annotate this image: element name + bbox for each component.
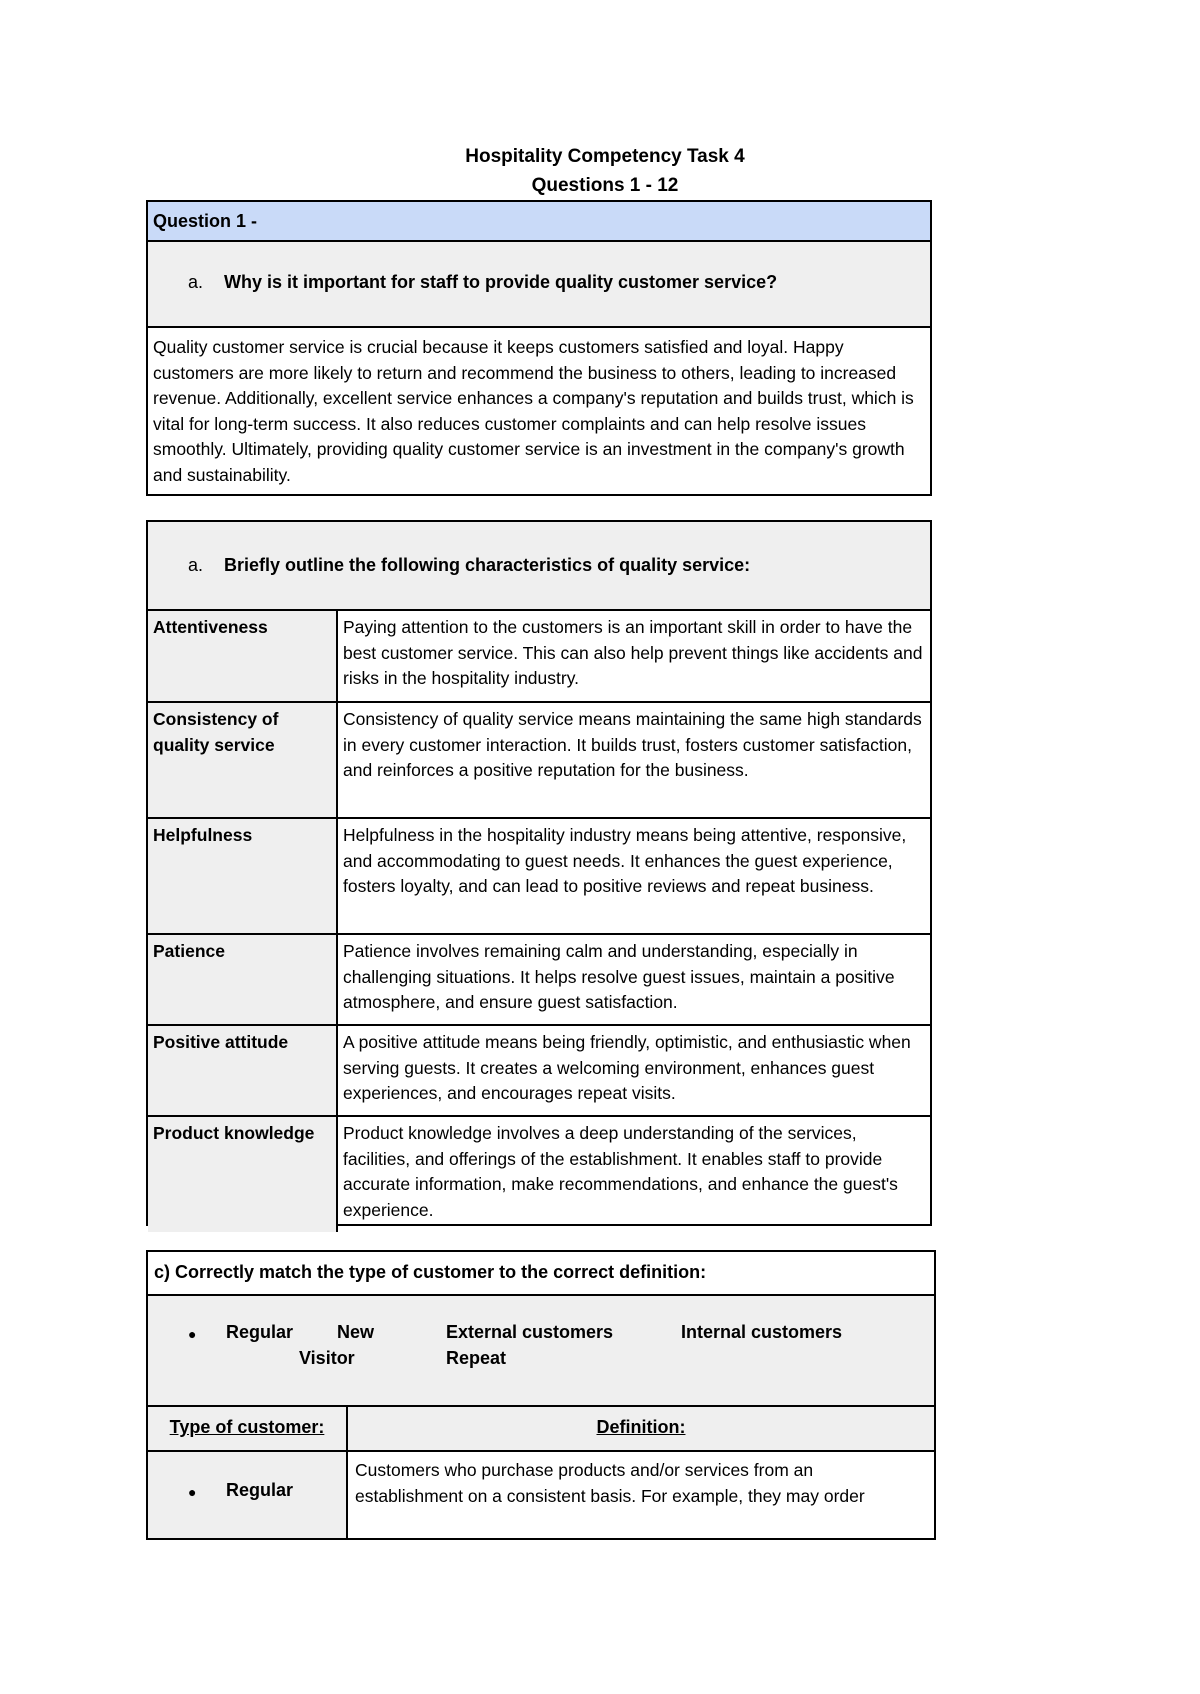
type-of-customer-header: Type of customer: [148, 1407, 348, 1450]
customer-type-options [148, 1296, 934, 1407]
option-external-customers: External customers [446, 1322, 614, 1342]
customer-types-heading: c) Correctly match the type of customer to the correct definition: [148, 1252, 934, 1296]
customer-types-block [146, 1250, 936, 1540]
characteristic-description: A positive attitude means being friendly, optimistic, and enthusiastic when serving guests. It creates a welcoming environment, enhances guest experiences, and encourages repeat visits. [337, 1025, 930, 1116]
table-row [148, 611, 930, 702]
characteristic-label: Patience [148, 934, 337, 1025]
customer-type-cell [148, 1452, 348, 1538]
document-title: Hospitality Competency Task 4 [465, 146, 745, 167]
question-1-heading: Question 1 - [148, 202, 930, 242]
characteristics-question-text: Briefly outline the following characteristics of quality service: [224, 555, 751, 575]
table-row [148, 702, 930, 818]
definition-header: Definition: [596, 1417, 686, 1437]
question-1a [148, 242, 930, 328]
table-row [148, 1025, 930, 1116]
option-internal-customers: Internal customers [681, 1322, 843, 1342]
characteristics-question [148, 522, 930, 611]
characteristic-label: Helpfulness [148, 818, 337, 934]
question-1a-letter: a. [188, 272, 204, 292]
question-1a-text: Why is it important for staff to provide quality customer service? [224, 272, 778, 292]
characteristic-description: Paying attention to the customers is an important skill in order to have the best customer service. This can also help prevent things like accidents and risks in the hospitality industry. [343, 617, 923, 688]
table-row [148, 1452, 934, 1538]
table-row [148, 934, 930, 1025]
characteristic-description: Patience involves remaining calm and understanding, especially in challenging situations. It helps resolve guest issues, maintain a positive atmosphere, and ensure guest satisfaction. [337, 934, 930, 1025]
option-new: New [337, 1322, 375, 1342]
characteristic-label: Attentiveness [148, 611, 337, 702]
characteristic-label: Product knowledge [148, 1116, 337, 1232]
option-visitor: Visitor [299, 1348, 355, 1368]
characteristics-block [146, 520, 932, 1226]
bullet-icon: ● [188, 1326, 197, 1342]
bullet-icon: ● [188, 1484, 197, 1500]
option-repeat: Repeat [446, 1348, 507, 1368]
table-row [148, 1116, 930, 1232]
characteristics-table [148, 611, 930, 1232]
table-row [148, 818, 930, 934]
characteristic-description: Product knowledge involves a deep understanding of the services, facilities, and offerings of the establishment. It enables staff to provide accurate information, make recommendations, and enhance the guest's experience. [337, 1116, 930, 1232]
characteristics-question-letter: a. [188, 555, 204, 575]
option-regular: Regular [226, 1322, 294, 1342]
customer-type-label: Regular [226, 1480, 294, 1500]
characteristic-label: Consistency of quality service [148, 702, 337, 818]
customer-definition: Customers who purchase products and/or services from an establishment on a consistent basis. For example, they may order [355, 1460, 865, 1506]
characteristic-label: Positive attitude [148, 1025, 337, 1116]
characteristic-description: Consistency of quality service means maintaining the same high standards in every customer interaction. It builds trust, fosters customer satisfaction, and reinforces a positive reputation for the business. [337, 702, 930, 818]
question-1-answer: Quality customer service is crucial because it keeps customers satisfied and loyal. Happy customers are more likely to return and recommend the business to others, leading to increased revenue. Additionally, excellent service enhances a company's reputation and builds trust, which is vital for long-term success. It also reduces customer complaints and can help resolve issues smoothly. Ultimately, providing quality customer service is an investment in the company's growth and sustainability. [153, 337, 914, 485]
characteristic-description: Helpfulness in the hospitality industry means being attentive, responsive, and accommodating to guest needs. It enhances the guest experience, fosters loyalty, and can lead to positive reviews and repeat business. [337, 818, 930, 934]
document-subtitle: Questions 1 - 12 [531, 175, 679, 196]
customer-table-header [148, 1407, 934, 1452]
question-1-block [146, 200, 932, 496]
